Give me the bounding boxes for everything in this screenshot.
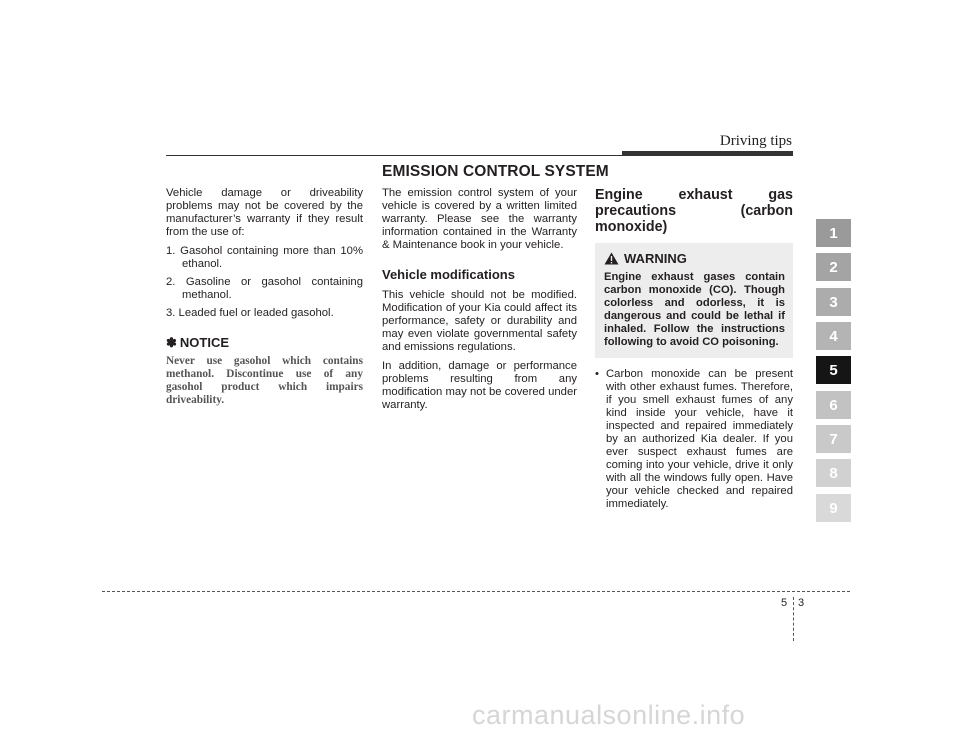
warranty-paragraph: The emission control system of your vehicle is covered by a written limited warranty. Please see the warranty information contained in the Warranty & Maintenance book in your vehicle.: [382, 187, 577, 251]
column-1: [166, 187, 363, 407]
modifications-heading: Vehicle modifications: [382, 267, 515, 282]
section-header: Driving tips: [719, 133, 792, 149]
column-3: [595, 187, 793, 511]
chapter-tab-8[interactable]: 8: [816, 459, 851, 487]
header-accent-bar: [622, 151, 793, 156]
chapter-tab-7[interactable]: 7: [816, 425, 851, 453]
chapter-tab-5[interactable]: 5: [816, 356, 851, 384]
list-item: 2. Gasoline or gasohol containing methanol.: [166, 276, 363, 301]
warning-triangle-icon: [604, 252, 619, 265]
chapter-tab-2[interactable]: 2: [816, 253, 851, 281]
column-2: [382, 187, 577, 418]
warning-text: Engine exhaust gases contain carbon monoxide (CO). Though colorless and odorless, it is dangerous and could be lethal if inhaled. Follow the instructions following to avoid CO poisoning.: [604, 271, 785, 348]
footer-rule: [102, 591, 850, 592]
list-item: 1. Gasohol containing more than 10% ethanol.: [166, 245, 363, 270]
exhaust-heading: Engine exhaust gas precautions (carbon monoxide): [595, 187, 793, 235]
list-item: 3. Leaded fuel or leaded gasohol.: [166, 307, 334, 319]
page-number: 3: [798, 597, 805, 609]
notice-icon: ✽: [166, 335, 177, 350]
warning-label: WARNING: [624, 251, 687, 266]
watermark: carmanualsonline.info: [472, 700, 746, 730]
co-bullet-text: Carbon monoxide can be present with other exhaust fumes. Therefore, if you smell exhaust fumes of any kind inside your vehicle, have it inspected and repaired immediately by an authorized Kia dealer. If you ever suspect exhaust fumes are coming into your vehicle, drive it only with all the windows fully open. Have your vehicle checked and repaired immediately.: [606, 368, 793, 510]
chapter-tab-9[interactable]: 9: [816, 494, 851, 522]
page-title: EMISSION CONTROL SYSTEM: [382, 163, 609, 180]
modifications-paragraph: This vehicle should not be modified. Modification of your Kia could affect its performance, safety or durability and may even violate governmental safety and emissions regulations.: [382, 289, 577, 353]
chapter-number: 5: [781, 597, 788, 609]
warning-heading: [604, 252, 785, 265]
damage-paragraph: In addition, damage or performance problems resulting from any modification may not be covered under warranty.: [382, 360, 577, 411]
list-item: [595, 368, 793, 511]
bullet-icon: •: [595, 368, 599, 380]
chapter-tab-6[interactable]: 6: [816, 391, 851, 419]
fuel-list: [166, 245, 363, 320]
chapter-tab-4[interactable]: 4: [816, 322, 851, 350]
intro-paragraph: Vehicle damage or driveability problems may not be covered by the manufacturer’s warranty if they result from the use of:: [166, 187, 363, 238]
chapter-tab-3[interactable]: 3: [816, 288, 851, 316]
notice-heading: [166, 336, 363, 349]
warning-box: [595, 243, 793, 358]
footer-divider: [793, 597, 794, 641]
notice-label: NOTICE: [179, 335, 230, 350]
chapter-tab-1[interactable]: 1: [816, 219, 851, 247]
notice-text: Never use gasohol which contains methanol. Discontinue use of any gasohol product which impairs driveability.: [166, 355, 363, 406]
